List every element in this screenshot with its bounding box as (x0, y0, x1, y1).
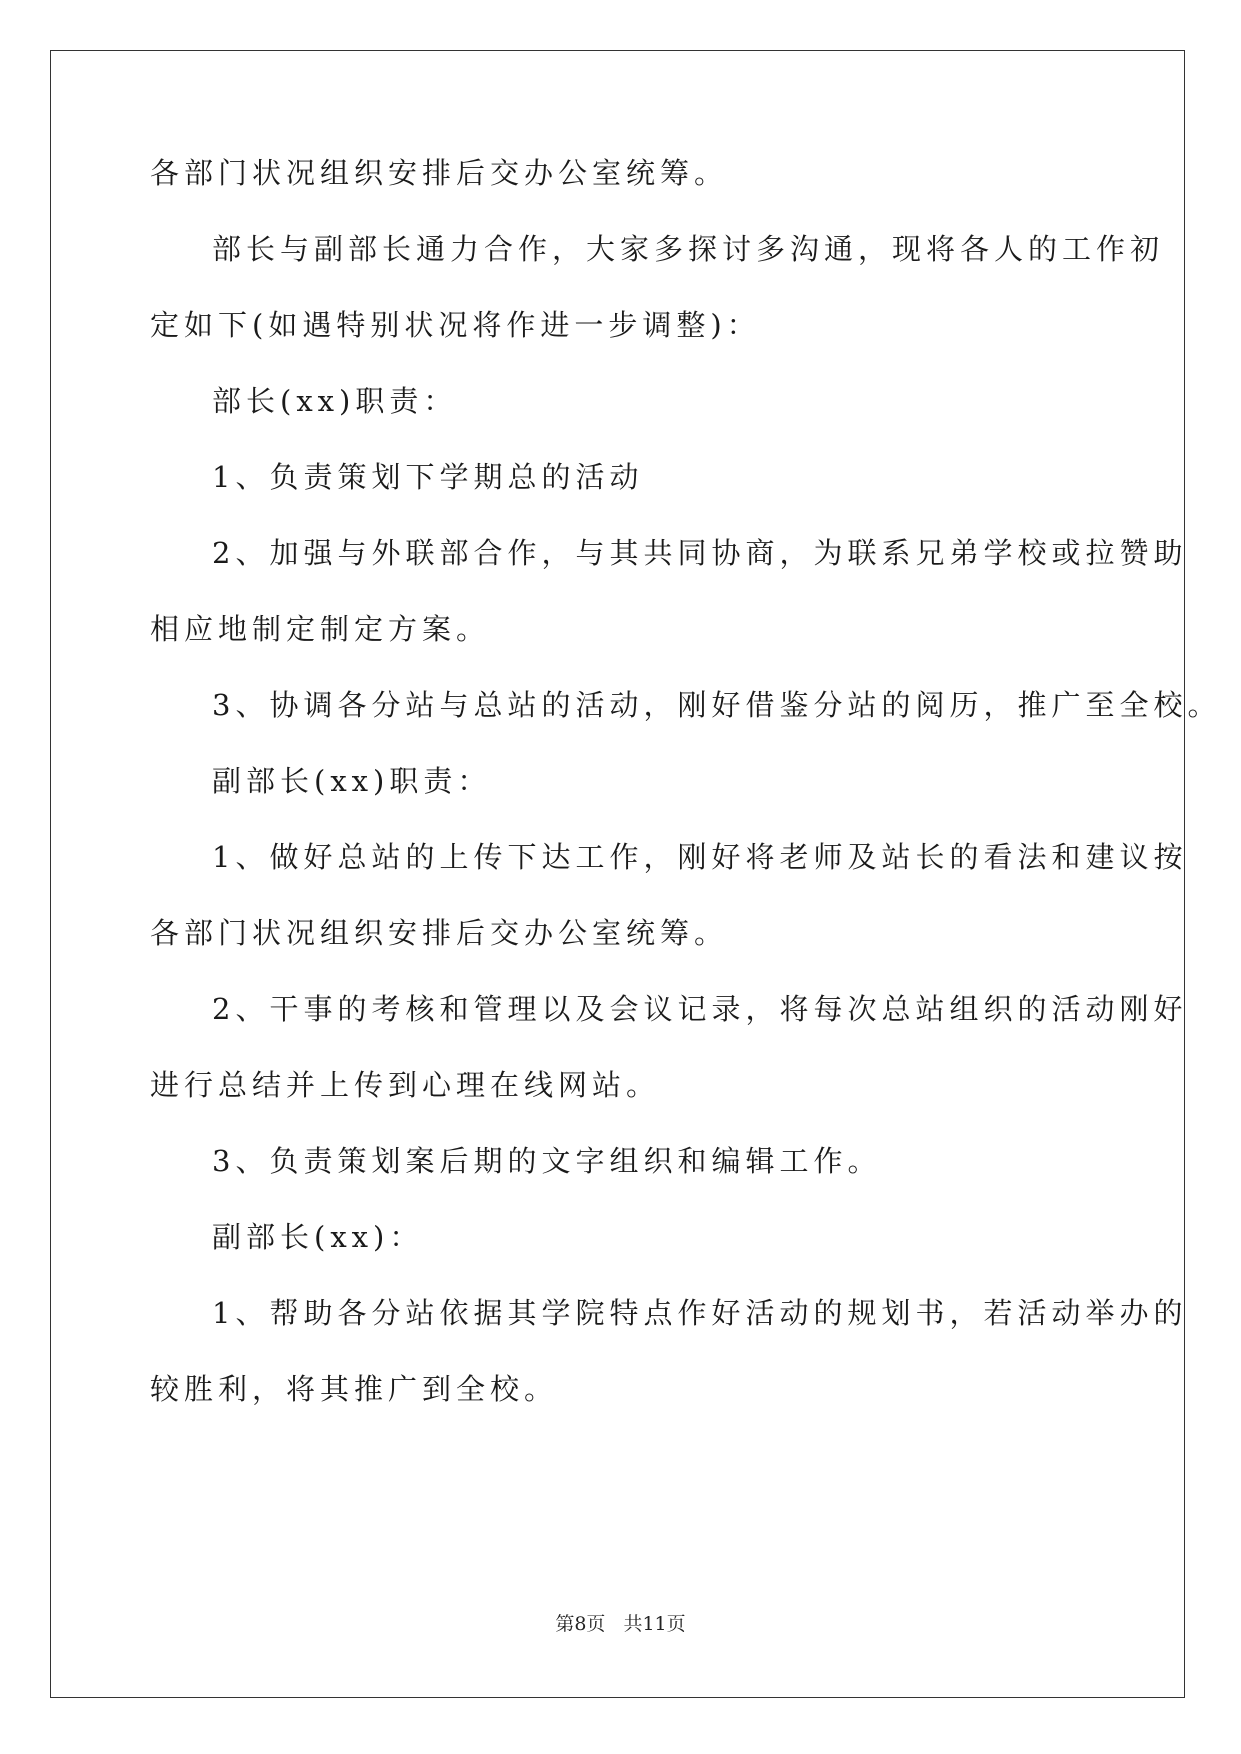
text-line: 各部门状况组织安排后交办公室统筹。 (150, 916, 729, 950)
page-number: 第8页 (555, 1613, 606, 1635)
text-line: 1、做好总站的上传下达工作，刚好将老师及站长的看法和建议按 (212, 840, 1188, 874)
text-line: 部长(xx)职责： (212, 384, 458, 418)
text-line: 2、干事的考核和管理以及会议记录，将每次总站组织的活动刚好 (212, 992, 1188, 1026)
text-line: 3、负责策划案后期的文字组织和编辑工作。 (212, 1144, 882, 1178)
page-total: 共11页 (623, 1613, 686, 1635)
text-line: 副部长(xx)： (212, 1220, 424, 1254)
text-line: 副部长(xx)职责： (212, 764, 492, 798)
text-line: 相应地制定制定方案。 (150, 612, 491, 646)
text-line: 进行总结并上传到心理在线网站。 (150, 1068, 661, 1102)
text-line: 2、加强与外联部合作，与其共同协商，为联系兄弟学校或拉赞助 (212, 536, 1188, 570)
text-line: 1、帮助各分站依据其学院特点作好活动的规划书，若活动举办的 (212, 1296, 1188, 1330)
text-line: 1、负责策划下学期总的活动 (212, 460, 644, 494)
text-line: 部长与副部长通力合作，大家多探讨多沟通，现将各人的工作初 (212, 232, 1165, 266)
text-line: 各部门状况组织安排后交办公室统筹。 (150, 156, 729, 190)
text-line: 较胜利，将其推广到全校。 (150, 1372, 559, 1406)
text-line: 3、协调各分站与总站的活动，刚好借鉴分站的阅历，推广至全校。 (212, 688, 1222, 722)
page-footer (0, 1612, 1241, 1636)
text-line: 定如下(如遇特别状况将作进一步调整)： (150, 308, 761, 342)
